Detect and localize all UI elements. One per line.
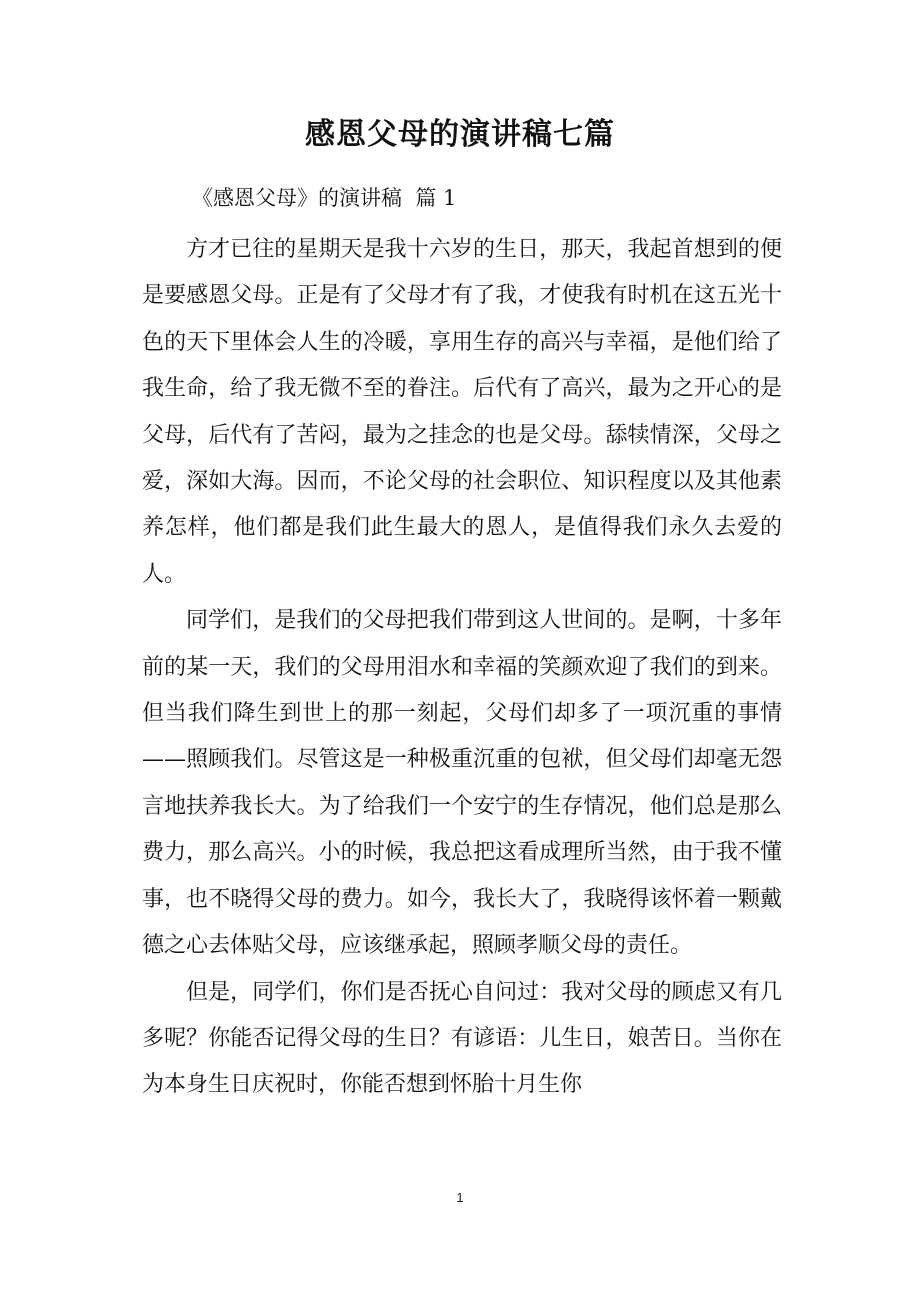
page-number: 1 (456, 1190, 464, 1205)
speech-subheading: 《感恩父母》的演讲稿 篇 1 (192, 186, 457, 210)
document-body (142, 227, 782, 1109)
document-title: 感恩父母的演讲稿七篇 (305, 117, 615, 152)
paragraph-3: 但是，同学们，你们是否抚心自问过：我对父母的顾虑又有几多呢？你能否记得父母的生日？有谚语：儿生日，娘苦日。当你在为本身生日庆祝时，你能否想到怀胎十月生你 (142, 979, 782, 1098)
paragraph-2: 同学们，是我们的父母把我们带到这人世间的。是啊，十多年前的某一天，我们的父母用泪水和幸福的笑颜欢迎了我们的到来。但当我们降生到世上的那一刻起，父母们却多了一项沉重的事情——照顾我们。尽管这是一种极重沉重的包袱，但父母们却毫无怨言地扶养我长大。为了给我们一个安宁的生存情况，他们总是那么费力，那么高兴。小的时候，我总把这看成理所当然，由于我不懂事，也不晓得父母的费力。如今，我长大了，我晓得该怀着一颗戴德之心去体贴父母，应该继承起，照顾孝顺父母的责任。 (142, 608, 782, 959)
paragraph-1: 方才已往的星期天是我十六岁的生日，那天，我起首想到的便是要感恩父母。正是有了父母才有了我，才使我有时机在这五光十色的天下里体会人生的冷暖，享用生存的高兴与幸福，是他们给了我生命，给了我无微不至的眷注。后代有了高兴，最为之开心的是父母，后代有了苦闷，最为之挂念的也是父母。舔犊情深，父母之爱，深如大海。因而，不论父母的社会职位、知识程度以及其他素养怎样，他们都是我们此生最大的恩人，是值得我们永久去爱的人。 (142, 237, 782, 587)
